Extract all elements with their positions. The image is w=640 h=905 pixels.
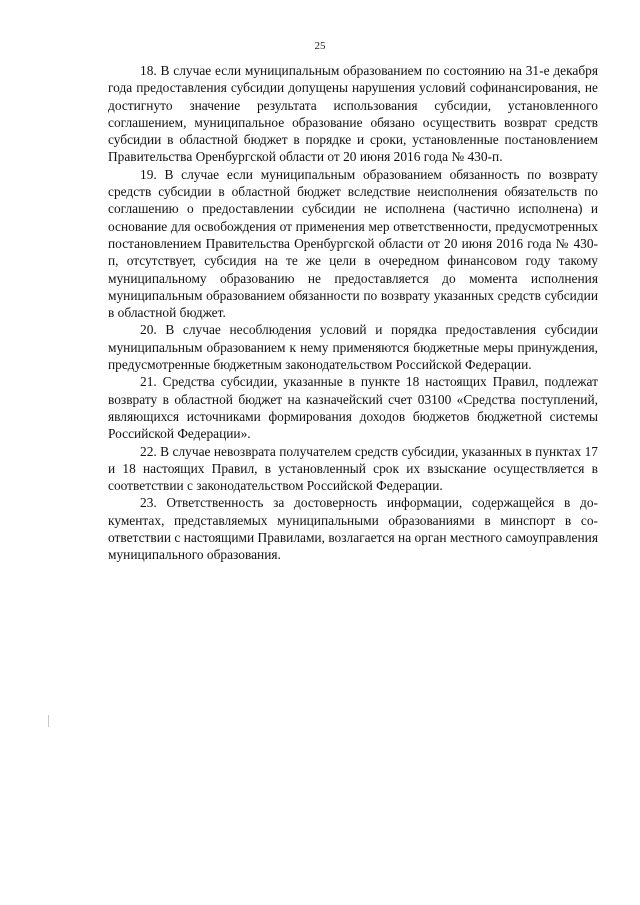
paragraph-22: 22. В случае невозврата получателем средств субсидии, указанных в пунктах 17 и 18 настоящих Правил, в установленный срок их взыскание осуществляется в соответствии с законодательством Российской Федерации. xyxy=(108,443,598,494)
paragraph-21: 21. Средства субсидии, указанные в пункте 18 настоящих Правил, подлежат возврату в областной бюджет на казначейский счет 03100 «Средства поступлений, являющихся источниками формирования доходов бюджетов бюджетной системы Российской Федерации». xyxy=(108,374,598,442)
scan-mark xyxy=(48,715,49,727)
document-body xyxy=(108,62,598,564)
paragraph-19: 19. В случае если муниципальным образованием обязанность по возврату средств субсидии в областной бюджет вследствие неисполнения обязательств по соглашению о предоставлении субсидии не исполнена (частично исполнена) и основание для освобождения от применения мер ответственности, предусмотренных постановлением Правительства Оренбургской области от 20 июня 2016 года № 430-п, отсутствует, субсидия на те же цели в очередном финансовом году такому муниципальному образованию не предоставляется до момента исполнения муниципальным образованием обязанности по возврату указанных средств субсидии в областной бюджет. xyxy=(108,166,598,321)
paragraph-23: 23. Ответственность за достоверность информации, содержащейся в документах, представляемых муниципальными образованиями в минспорт в соответствии с настоящими Правилами, возлагается на орган местного самоуправления муниципального образования. xyxy=(108,495,598,563)
paragraph-18: 18. В случае если муниципальным образованием по состоянию на 31-е декабря года предоставления субсидии допущены нарушения условий софинансирования, не достигнуто значение результата использования субсидии, установленного соглашением, муниципальное образование обязано осуществить возврат средств субсидии в областной бюджет в порядке и сроки, установленные постановлением Правительства Оренбургской области от 20 июня 2016 года № 430-п. xyxy=(108,63,598,165)
page-number: 25 xyxy=(314,40,326,52)
paragraph-20: 20. В случае несоблюдения условий и порядка предоставления субсидии муниципальным образованием к нему применяются бюджетные меры принуждения, предусмотренные бюджетным законодательством Российской Федерации. xyxy=(108,322,598,373)
